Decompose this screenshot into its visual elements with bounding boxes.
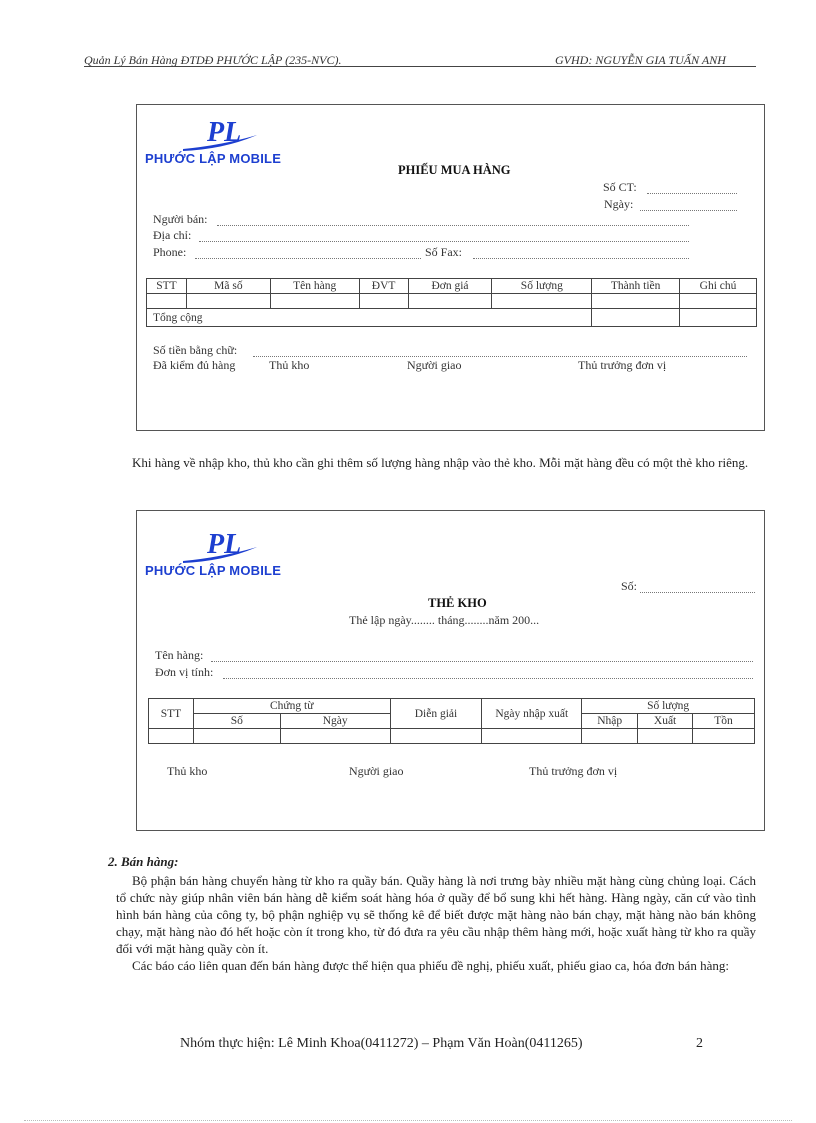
signature-label: Người giao <box>349 764 404 778</box>
ten-hang-field[interactable] <box>211 661 753 662</box>
ngay-label: Ngày: <box>604 197 634 211</box>
phone-label: Phone: <box>153 245 187 259</box>
table-cell[interactable] <box>680 294 757 309</box>
col-header: Mã số <box>186 279 270 294</box>
page-footer-text: Nhóm thực hiện: Lê Minh Khoa(0411272) – Phạm Văn Hoàn(0411265) <box>180 1036 583 1051</box>
signature-label: Đã kiểm đủ hàng <box>153 358 236 372</box>
col-header: Số <box>193 714 280 729</box>
table-cell[interactable] <box>582 729 638 744</box>
table-cell[interactable] <box>680 309 757 327</box>
logo-text: PHƯỚC LẬP MOBILE <box>145 151 282 166</box>
ngay-field[interactable] <box>640 210 737 211</box>
form-title: THẺ KHO <box>428 596 487 610</box>
tong-cong-label: Tổng cộng <box>147 309 592 327</box>
col-header: Ngày nhập xuất <box>482 699 582 729</box>
page-number: 2 <box>696 1036 703 1051</box>
logo-mark-icon <box>145 115 295 155</box>
table-cell[interactable] <box>492 294 592 309</box>
table-cell[interactable] <box>693 729 755 744</box>
col-header: ĐVT <box>359 279 408 294</box>
so-label: Số: <box>621 579 638 593</box>
table-cell[interactable] <box>270 294 359 309</box>
col-header: Số lượng <box>492 279 592 294</box>
total-cell[interactable] <box>592 309 680 327</box>
table-row <box>149 729 755 744</box>
form-subtitle: Thẻ lập ngày........ tháng........năm 200... <box>349 613 540 627</box>
section-paragraph-1: Bộ phận bán hàng chuyển hàng từ kho ra quầy bán. Quầy hàng là nơi trưng bày nhiều mặt hàng cùng chủng loại. Cách tổ chức này giúp nhân viên bán hàng dễ kiểm soát hàng hóa ở quầy để bổ sung khi hết hàng. Hàng ngày, căn cứ vào tình hình bán hàng của công ty, bộ phận nghiệp vụ sẽ thống kê để biết được mặt hàng nào bán chạy, mặt hàng nào bán không chạy, mặt hàng nào đó hết hoặc còn ít trong kho, từ đó đưa ra yêu cầu nhập thêm hàng mới, hoặc xuất hàng từ kho ra quầy đối với mặt hàng quầy còn ít. <box>116 873 756 956</box>
col-header: Ghi chú <box>680 279 757 294</box>
col-header: Xuất <box>638 714 693 729</box>
table-cell[interactable] <box>638 729 693 744</box>
nguoi-ban-field[interactable] <box>217 225 689 226</box>
signature-label: Người giao <box>407 358 462 372</box>
table-cell[interactable] <box>482 729 582 744</box>
col-header: Ngày <box>280 714 390 729</box>
don-vi-tinh-label: Đơn vị tính: <box>155 665 214 679</box>
table-cell[interactable] <box>359 294 408 309</box>
page-header-right: GVHD: NGUYỄN GIA TUẤN ANH <box>555 53 726 67</box>
svg-text:PL: PL <box>207 117 242 148</box>
table-cell[interactable] <box>592 294 680 309</box>
col-header: Thành tiền <box>592 279 680 294</box>
company-logo <box>145 527 295 579</box>
total-row <box>147 309 757 327</box>
table-header-row <box>149 699 755 714</box>
signature-label: Thủ trưởng đơn vị <box>529 764 618 778</box>
so-ct-field[interactable] <box>647 193 737 194</box>
col-header: Nhập <box>582 714 638 729</box>
col-header: STT <box>147 279 187 294</box>
table-cell[interactable] <box>186 294 270 309</box>
table-cell[interactable] <box>408 294 492 309</box>
stock-card-form <box>136 510 765 831</box>
so-tien-bang-chu-field[interactable] <box>253 356 747 357</box>
so-fax-field[interactable] <box>473 258 689 259</box>
page-header-left: Quản Lý Bán Hàng ĐTDĐ PHƯỚC LẬP (235-NVC). <box>84 53 342 67</box>
company-logo <box>145 115 295 167</box>
don-vi-tinh-field[interactable] <box>223 678 753 679</box>
nguoi-ban-label: Người bán: <box>153 212 208 226</box>
signature-label: Thủ trưởng đơn vị <box>578 358 667 372</box>
logo-text: PHƯỚC LẬP MOBILE <box>145 563 282 578</box>
table-header-row <box>147 279 757 294</box>
section-heading: 2. Bán hàng: <box>108 854 179 869</box>
so-field[interactable] <box>640 592 755 593</box>
paragraph-the-kho-intro: Khi hàng về nhập kho, thủ kho cần ghi thêm số lượng hàng nhập vào thẻ kho. Mỗi mặt hàng đều có một thẻ kho riêng. <box>132 455 749 470</box>
section-paragraph-2: Các báo cáo liên quan đến bán hàng được thể hiện qua phiếu đề nghị, phiếu xuất, phiếu giao ca, hóa đơn bán hàng: <box>132 958 729 973</box>
dia-chi-field[interactable] <box>199 241 689 242</box>
col-header: STT <box>149 699 194 729</box>
form-title: PHIẾU MUA HÀNG <box>398 163 511 177</box>
signature-label: Thủ kho <box>167 764 208 778</box>
so-tien-bang-chu-label: Số tiền bằng chữ: <box>153 343 238 357</box>
table-cell[interactable] <box>193 729 280 744</box>
stock-card-table <box>148 698 755 744</box>
so-ct-label: Số CT: <box>603 180 637 194</box>
header-rule <box>84 66 756 67</box>
table-row <box>147 294 757 309</box>
purchase-order-form <box>136 104 765 431</box>
page-bottom-rule <box>24 1120 792 1121</box>
col-header: Tên hàng <box>270 279 359 294</box>
table-cell[interactable] <box>390 729 482 744</box>
col-header: Tồn <box>693 714 755 729</box>
col-header: Diễn giải <box>390 699 482 729</box>
dia-chi-label: Địa chỉ: <box>153 228 192 242</box>
col-header: Chứng từ <box>193 699 390 714</box>
ten-hang-label: Tên hàng: <box>155 648 204 662</box>
svg-text:PL: PL <box>207 529 242 560</box>
purchase-items-table <box>146 278 757 327</box>
logo-mark-icon <box>145 527 295 567</box>
table-cell[interactable] <box>280 729 390 744</box>
phone-field[interactable] <box>195 258 421 259</box>
section-body <box>116 872 756 974</box>
table-cell[interactable] <box>149 729 194 744</box>
col-header: Đơn giá <box>408 279 492 294</box>
col-header: Số lượng <box>582 699 755 714</box>
signature-label: Thủ kho <box>269 358 310 372</box>
so-fax-label: Số Fax: <box>425 245 463 259</box>
table-cell[interactable] <box>147 294 187 309</box>
